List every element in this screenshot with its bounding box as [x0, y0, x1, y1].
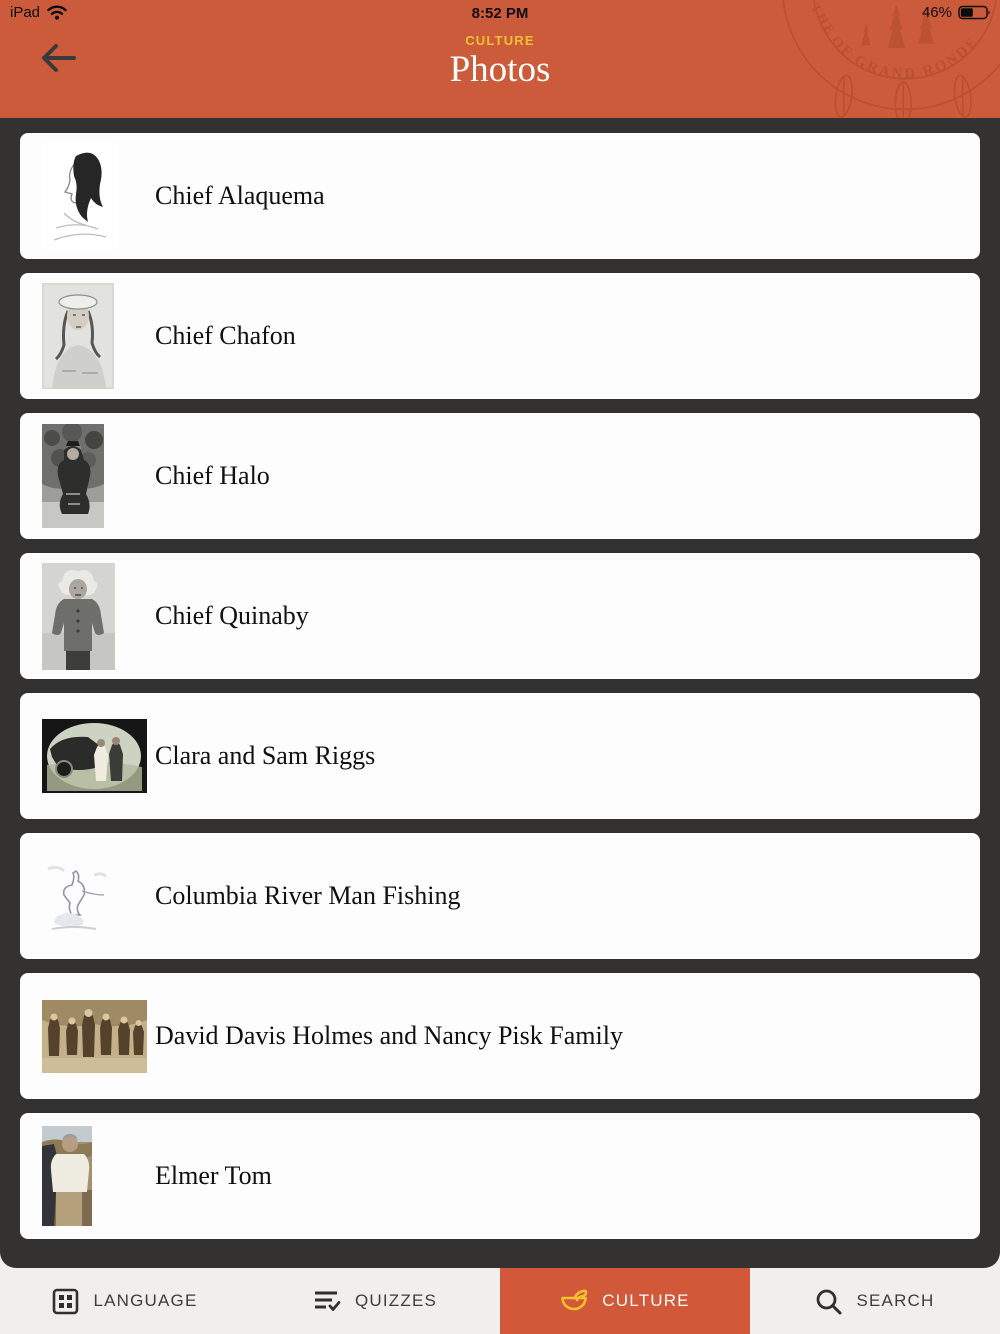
tab-language[interactable]: [0, 1268, 250, 1334]
photo-title: Elmer Tom: [155, 1161, 272, 1190]
photo-list-item[interactable]: [20, 273, 980, 399]
photo-title: Chief Quinaby: [155, 601, 309, 630]
grid-icon: [52, 1288, 79, 1315]
photo-list-item[interactable]: [20, 413, 980, 539]
tab-bar: [0, 1268, 1000, 1334]
seal-arc-text: OF GRAND RONDE: [827, 32, 983, 83]
tab-culture[interactable]: [500, 1268, 750, 1334]
photo-thumbnail: [42, 424, 155, 528]
header: [0, 0, 1000, 118]
photo-title: Columbia River Man Fishing: [155, 881, 461, 910]
device-label: iPad: [10, 4, 41, 21]
quiz-checklist-icon: [313, 1289, 341, 1313]
photo-list-item[interactable]: [20, 973, 980, 1099]
photo-title: Clara and Sam Riggs: [155, 741, 376, 770]
photo-thumbnail: [42, 1126, 155, 1226]
photo-list-item[interactable]: [20, 133, 980, 259]
photo-title: Chief Chafon: [155, 321, 296, 350]
battery-half-icon: [958, 5, 992, 20]
tab-language-label: LANGUAGE: [93, 1291, 198, 1310]
photo-thumbnail: [42, 143, 155, 249]
tab-quizzes[interactable]: [250, 1268, 500, 1334]
photo-list-item[interactable]: [20, 833, 980, 959]
photo-list-item[interactable]: [20, 553, 980, 679]
tab-search-label: SEARCH: [856, 1291, 935, 1310]
status-bar: [0, 0, 1000, 28]
photo-thumbnail: [42, 563, 155, 670]
photo-list-item[interactable]: [20, 1113, 980, 1239]
photo-thumbnail: [42, 719, 155, 793]
photo-thumbnail: [42, 855, 155, 938]
photo-title: Chief Halo: [155, 461, 270, 490]
page-title: Photos: [449, 49, 551, 90]
tab-quizzes-label: QUIZZES: [354, 1291, 438, 1310]
basket-bowl-icon: [560, 1288, 588, 1314]
status-time: 8:52 PM: [471, 5, 529, 22]
photo-thumbnail: [42, 1000, 155, 1073]
photo-title: David Davis Holmes and Nancy Pisk Family: [155, 1021, 623, 1050]
photo-list-item[interactable]: [20, 693, 980, 819]
tab-search[interactable]: [750, 1268, 1000, 1334]
photo-list: [0, 118, 1000, 1268]
search-icon: [815, 1288, 842, 1315]
battery-percent: 46%: [921, 4, 952, 21]
back-arrow-icon[interactable]: [36, 40, 80, 76]
photo-thumbnail: [42, 283, 155, 389]
tab-culture-label: CULTURE: [602, 1291, 690, 1310]
seal-side-text: THE: [807, 0, 840, 39]
photo-title: Chief Alaquema: [155, 181, 325, 210]
category-label: CULTURE: [465, 33, 535, 48]
